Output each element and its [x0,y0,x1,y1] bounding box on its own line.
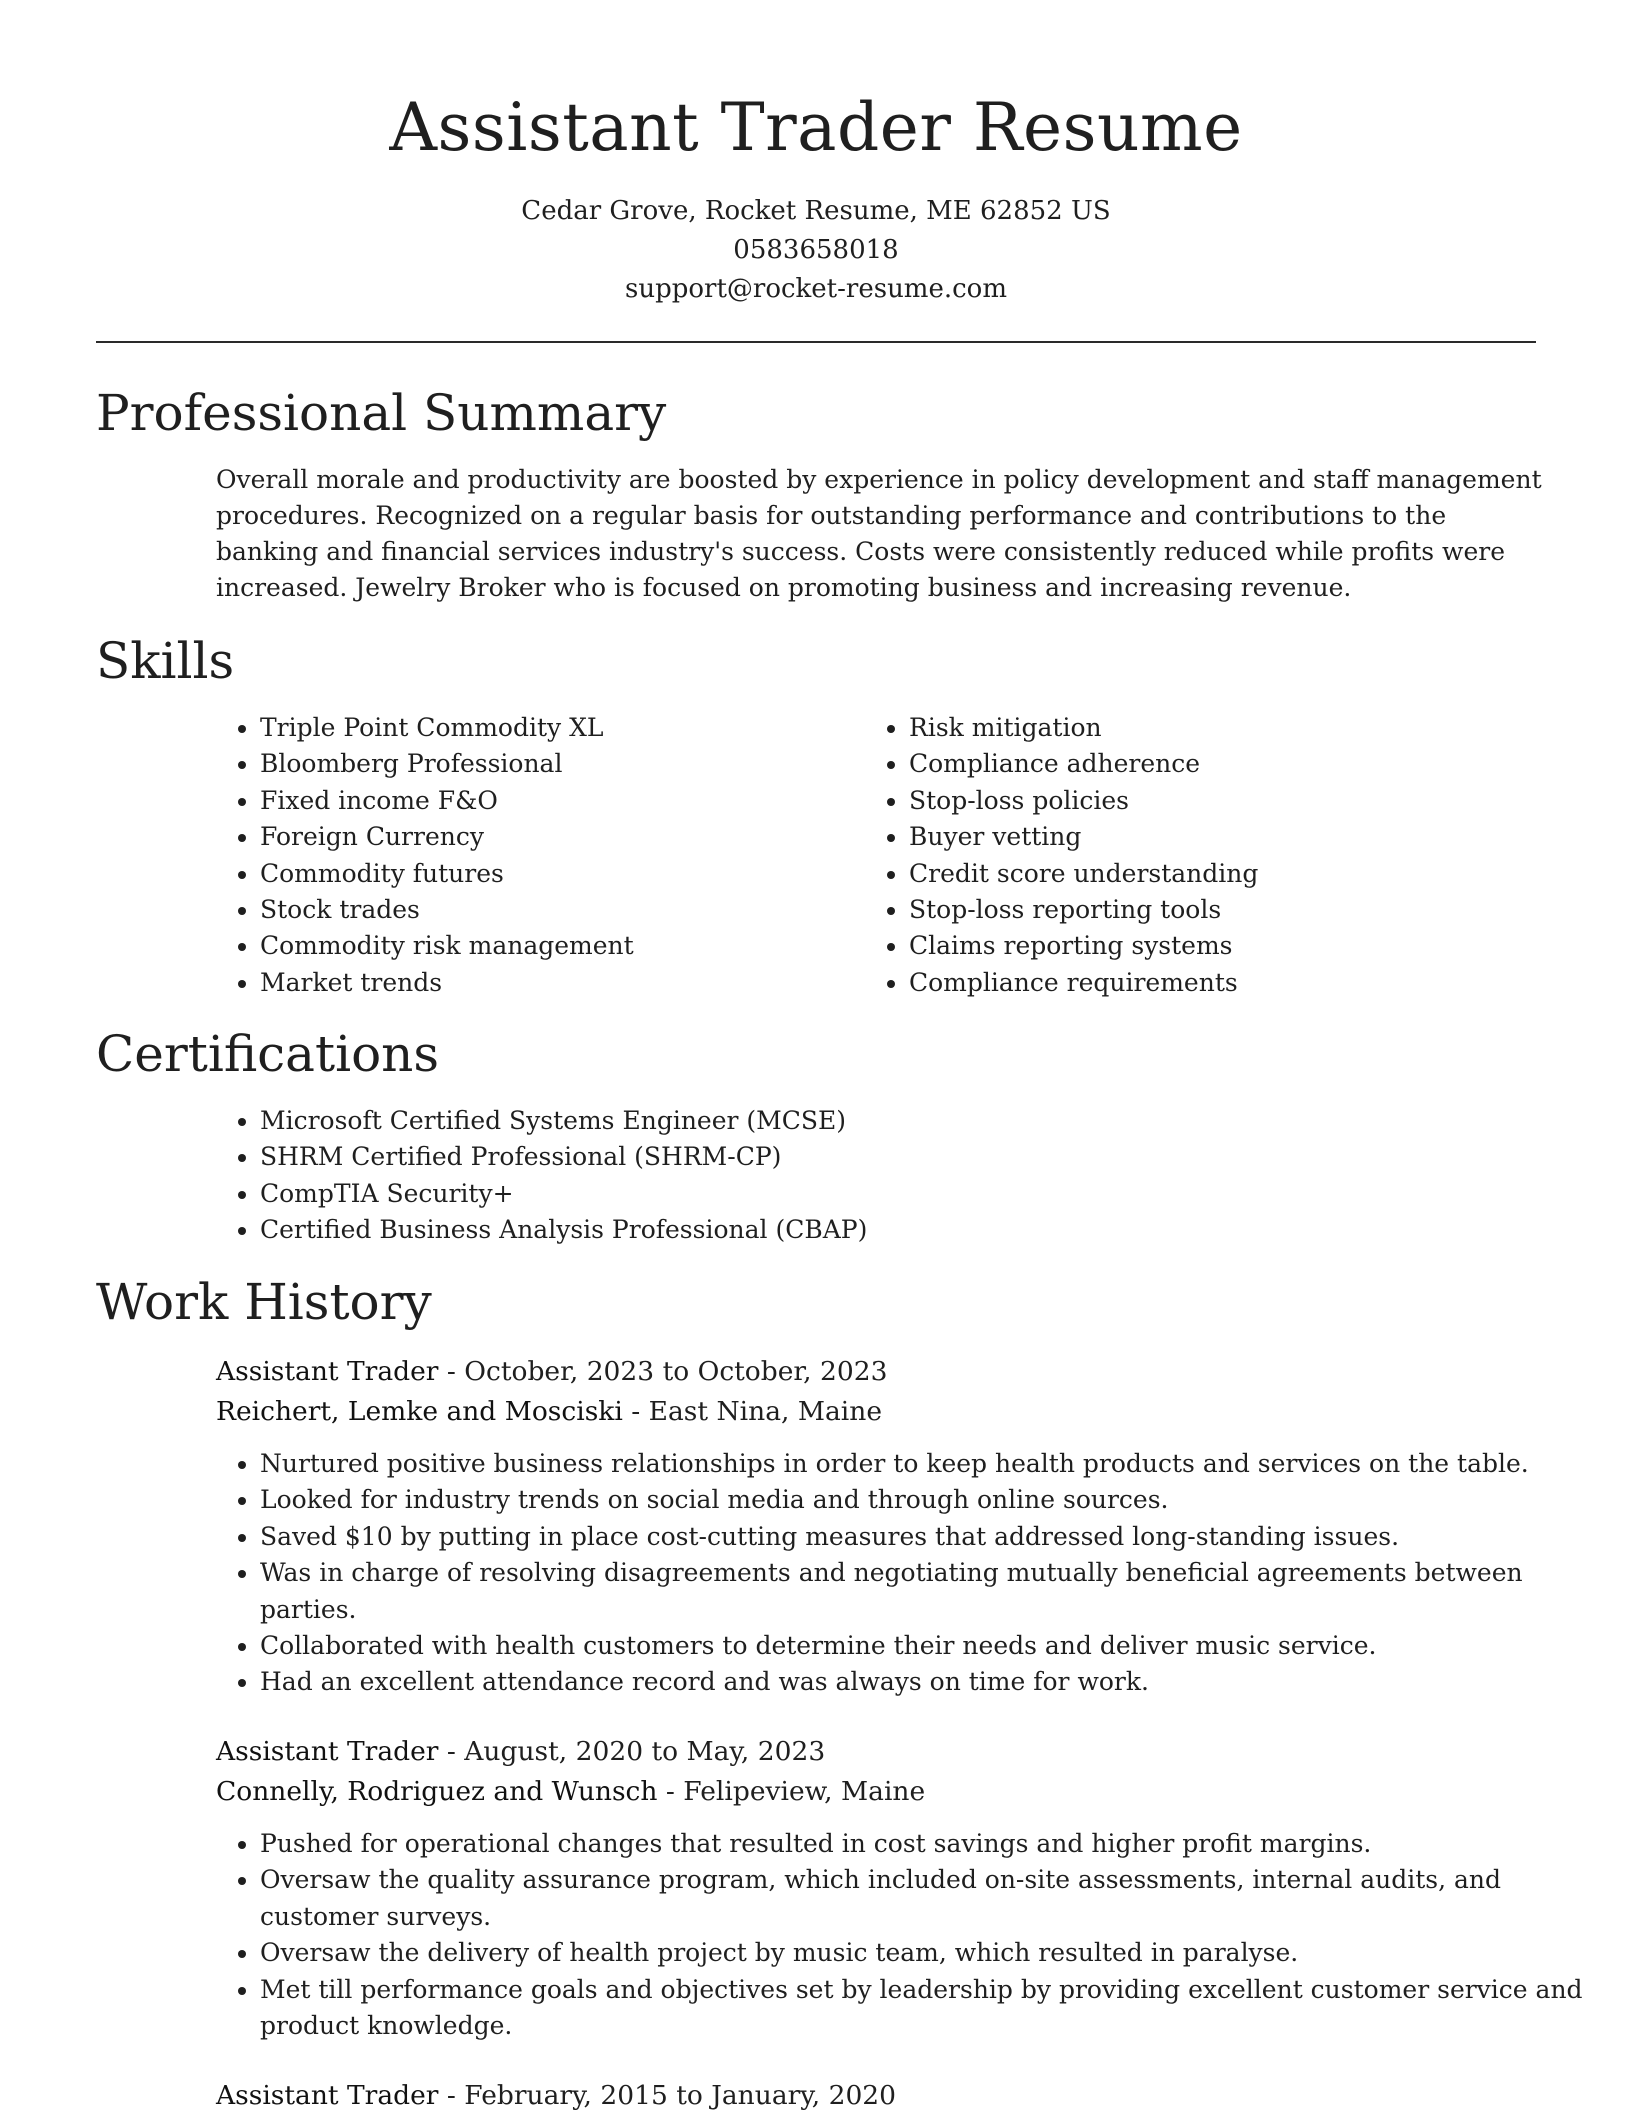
job-dates: February, 2015 to January, 2020 [464,2080,897,2111]
certification-item: • Certified Business Analysis Professional (CBAP) [260,1212,1560,1248]
skill-item: • Stock trades [260,892,860,928]
contact-email: support@rocket-resume.com [624,274,1007,304]
job-role: Assistant Trader [216,1736,439,1767]
job-dates: October, 2023 to October, 2023 [464,1356,888,1387]
certification-item: • SHRM Certified Professional (SHRM-CP) [260,1139,1560,1175]
job-title-line: Assistant Trader - October, 2023 to October, 2023 [216,1356,888,1387]
work-history-heading: Work History [96,1273,432,1331]
skill-item: • Triple Point Commodity XL [260,710,860,746]
contact-address: Cedar Grove, Rocket Resume, ME 62852 US [521,196,1111,226]
job-bullet: • Oversaw the delivery of health project by music team, which resulted in paralyse. [260,1935,1590,1971]
skill-item: • Credit score understanding [909,856,1549,892]
job-company-line: Reichert, Lemke and Mosciski - East Nina, Maine [216,1396,883,1427]
job-company: Reichert, Lemke and Mosciski [216,1396,623,1427]
skill-item: • Market trends [260,965,860,1001]
skill-item: • Compliance requirements [909,965,1549,1001]
skill-item: • Fixed income F&O [260,783,860,819]
certifications-list [216,1103,1560,1249]
summary-heading: Professional Summary [96,384,667,442]
job-bullets [216,1446,1590,1701]
job-title-line: Assistant Trader - February, 2015 to January, 2020 [216,2080,897,2111]
certification-item: • CompTIA Security+ [260,1176,1560,1212]
job-title-line: Assistant Trader - August, 2020 to May, 2023 [216,1736,826,1767]
job-company: Connelly, Rodriguez and Wunsch [216,1776,658,1807]
skill-item: • Compliance adherence [909,746,1549,782]
skills-list-right [865,710,1549,1001]
job-bullet: • Pushed for operational changes that resulted in cost savings and higher profit margins. [260,1826,1590,1862]
job-bullet: • Looked for industry trends on social media and through online sources. [260,1482,1590,1518]
skill-item: • Stop-loss policies [909,783,1549,819]
skill-item: • Commodity risk management [260,928,860,964]
job-bullet: • Nurtured positive business relationships in order to keep health products and services on the table. [260,1446,1590,1482]
skills-list-left [216,710,860,1001]
job-bullet: • Collaborated with health customers to determine their needs and deliver music service. [260,1628,1590,1664]
job-location: Felipeview, Maine [683,1776,926,1807]
header-divider [96,341,1536,343]
job-bullet: • Oversaw the quality assurance program, which included on-site assessments, internal audits, and customer surveys. [260,1862,1590,1935]
certification-item: • Microsoft Certified Systems Engineer (MCSE) [260,1103,1560,1139]
job-company-line: Connelly, Rodriguez and Wunsch - Felipeview, Maine [216,1776,926,1807]
certifications-heading: Certifications [96,1025,440,1083]
job-bullet: • Had an excellent attendance record and was always on time for work. [260,1664,1590,1700]
job-dates: August, 2020 to May, 2023 [464,1736,826,1767]
contact-phone: 0583658018 [733,235,899,265]
resume-title: Assistant Trader Resume [389,89,1243,166]
contact-block [96,192,1536,309]
resume-header [96,86,1536,309]
skill-item: • Bloomberg Professional [260,746,860,782]
skill-item: • Foreign Currency [260,819,860,855]
skill-item: • Risk mitigation [909,710,1549,746]
skill-item: • Commodity futures [260,856,860,892]
skill-item: • Stop-loss reporting tools [909,892,1549,928]
job-location: East Nina, Maine [648,1396,883,1427]
job-bullet: • Met till performance goals and objectives set by leadership by providing excellent customer service and product knowledge. [260,1972,1590,2045]
skills-heading: Skills [96,632,235,690]
summary-text: Overall morale and productivity are boosted by experience in policy development and staff management procedures. Recognized on a regular basis for outstanding performance and contributions to the banking and financial services industry's success. Costs were consistently reduced while profits were increased. Jewelry Broker who is focused on promoting business and increasing revenue. [216,465,1542,602]
job-bullet: • Saved $10 by putting in place cost-cutting measures that addressed long-standing issues. [260,1519,1590,1555]
skill-item: • Claims reporting systems [909,928,1549,964]
job-bullet: • Was in charge of resolving disagreements and negotiating mutually beneficial agreements between parties. [260,1555,1590,1628]
skill-item: • Buyer vetting [909,819,1549,855]
job-role: Assistant Trader [216,1356,439,1387]
job-bullets [216,1826,1590,2044]
job-role: Assistant Trader [216,2080,439,2111]
